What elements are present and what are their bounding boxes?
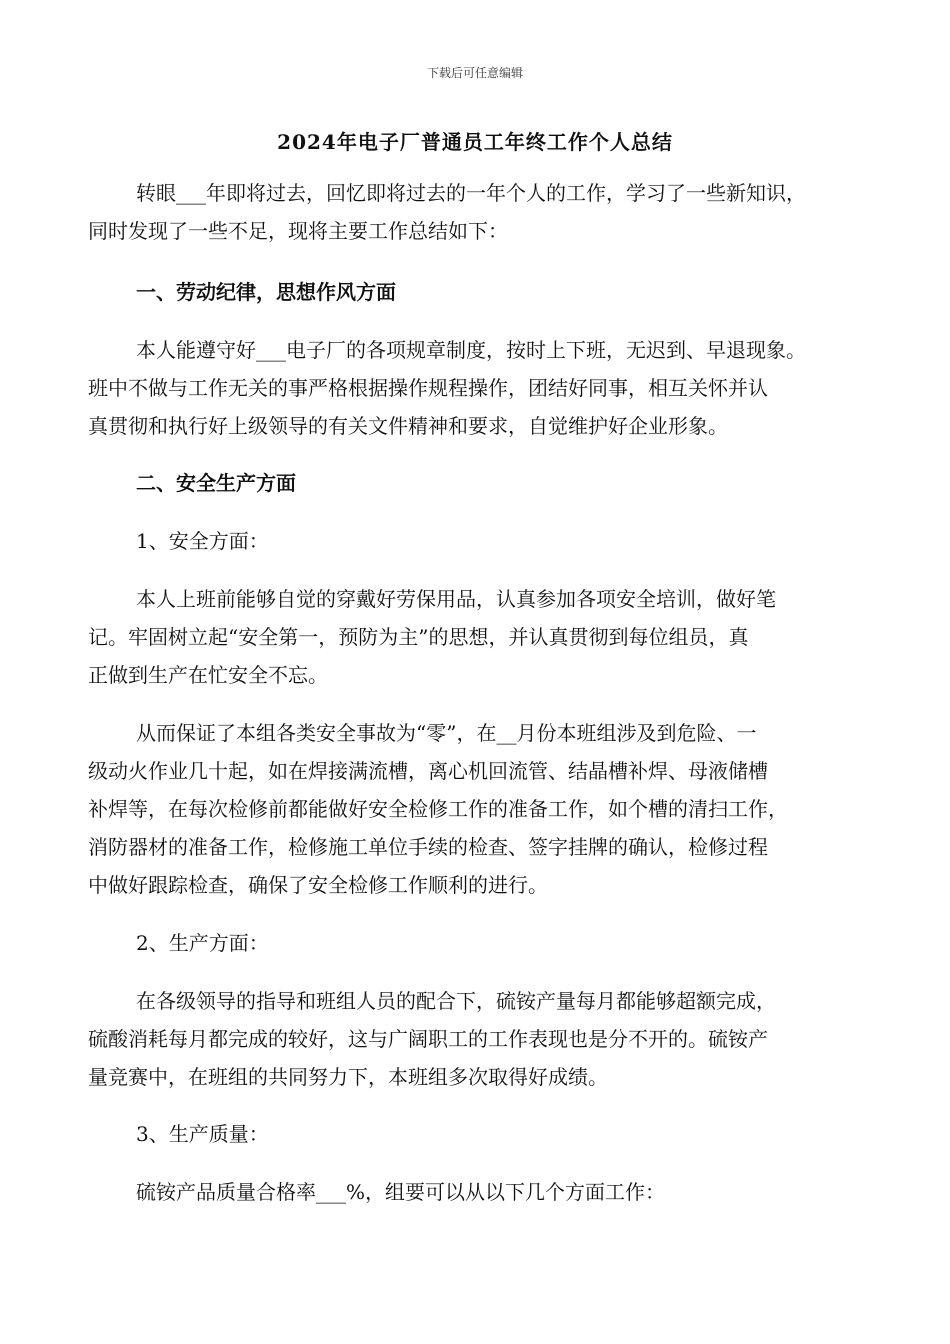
section1-paragraph (88, 331, 888, 445)
text-line: 级动火作业几十起，如在焊接满流槽，离心机回流管、结晶槽补焊、母液储槽 (88, 759, 768, 783)
document-title: 2024年电子厂普通员工年终工作个人总结 (277, 130, 673, 154)
text-line: 硫铵产品质量合格率___%，组要可以从以下几个方面工作： (136, 1180, 666, 1204)
text-line: 本人上班前能够自觉的穿戴好劳保用品，认真参加各项安全培训，做好笔 (136, 587, 776, 611)
text-line: 正做到生产在忙安全不忘。 (88, 663, 328, 687)
text-line: 硫酸消耗每月都完成的较好，这与广阔职工的工作表现也是分不开的。硫铵产 (88, 1027, 768, 1051)
text-line: 同时发现了一些不足，现将主要工作总结如下： (88, 219, 508, 243)
text-line: 补焊等，在每次检修前都能做好安全检修工作的准备工作，如个槽的清扫工作， (88, 797, 788, 821)
subsection-heading-safety: 1、安全方面： (136, 529, 269, 553)
header-note: 下载后可任意编辑 (426, 66, 523, 80)
text-line: 真贯彻和执行好上级领导的有关文件精神和要求，自觉维护好企业形象。 (88, 414, 728, 438)
subsection-heading-quality: 3、生产质量： (136, 1122, 269, 1146)
safety-paragraph-1 (88, 580, 888, 694)
production-paragraph (88, 982, 888, 1096)
subsection-heading-production: 2、生产方面： (136, 931, 269, 955)
text-line: 从而保证了本组各类安全事故为“零”，在__月份本班组涉及到危险、一 (136, 721, 757, 745)
text-line: 量竞赛中，在班组的共同努力下，本班组多次取得好成绩。 (88, 1065, 608, 1089)
safety-paragraph-2 (88, 714, 888, 904)
text-line: 班中不做与工作无关的事严格根据操作规程操作，团结好同事，相互关怀并认 (88, 376, 768, 400)
section-heading-2: 二、安全生产方面 (136, 471, 296, 495)
text-line: 中做好跟踪检查，确保了安全检修工作顺利的进行。 (88, 873, 548, 897)
text-line: 转眼___年即将过去，回忆即将过去的一年个人的工作，学习了一些新知识， (136, 181, 806, 205)
text-line: 消防器材的准备工作，检修施工单位手续的检查、签字挂牌的确认，检修过程 (88, 835, 768, 859)
text-line: 本人能遵守好___电子厂的各项规章制度，按时上下班，无迟到、早退现象。 (136, 338, 806, 362)
intro-paragraph (88, 174, 888, 250)
section-heading-1: 一、劳动纪律，思想作风方面 (136, 280, 396, 304)
text-line: 记。牢固树立起“安全第一，预防为主”的思想，并认真贯彻到每位组员，真 (88, 625, 749, 649)
quality-paragraph (88, 1173, 888, 1211)
text-line: 在各级领导的指导和班组人员的配合下，硫铵产量每月都能够超额完成， (136, 989, 776, 1013)
